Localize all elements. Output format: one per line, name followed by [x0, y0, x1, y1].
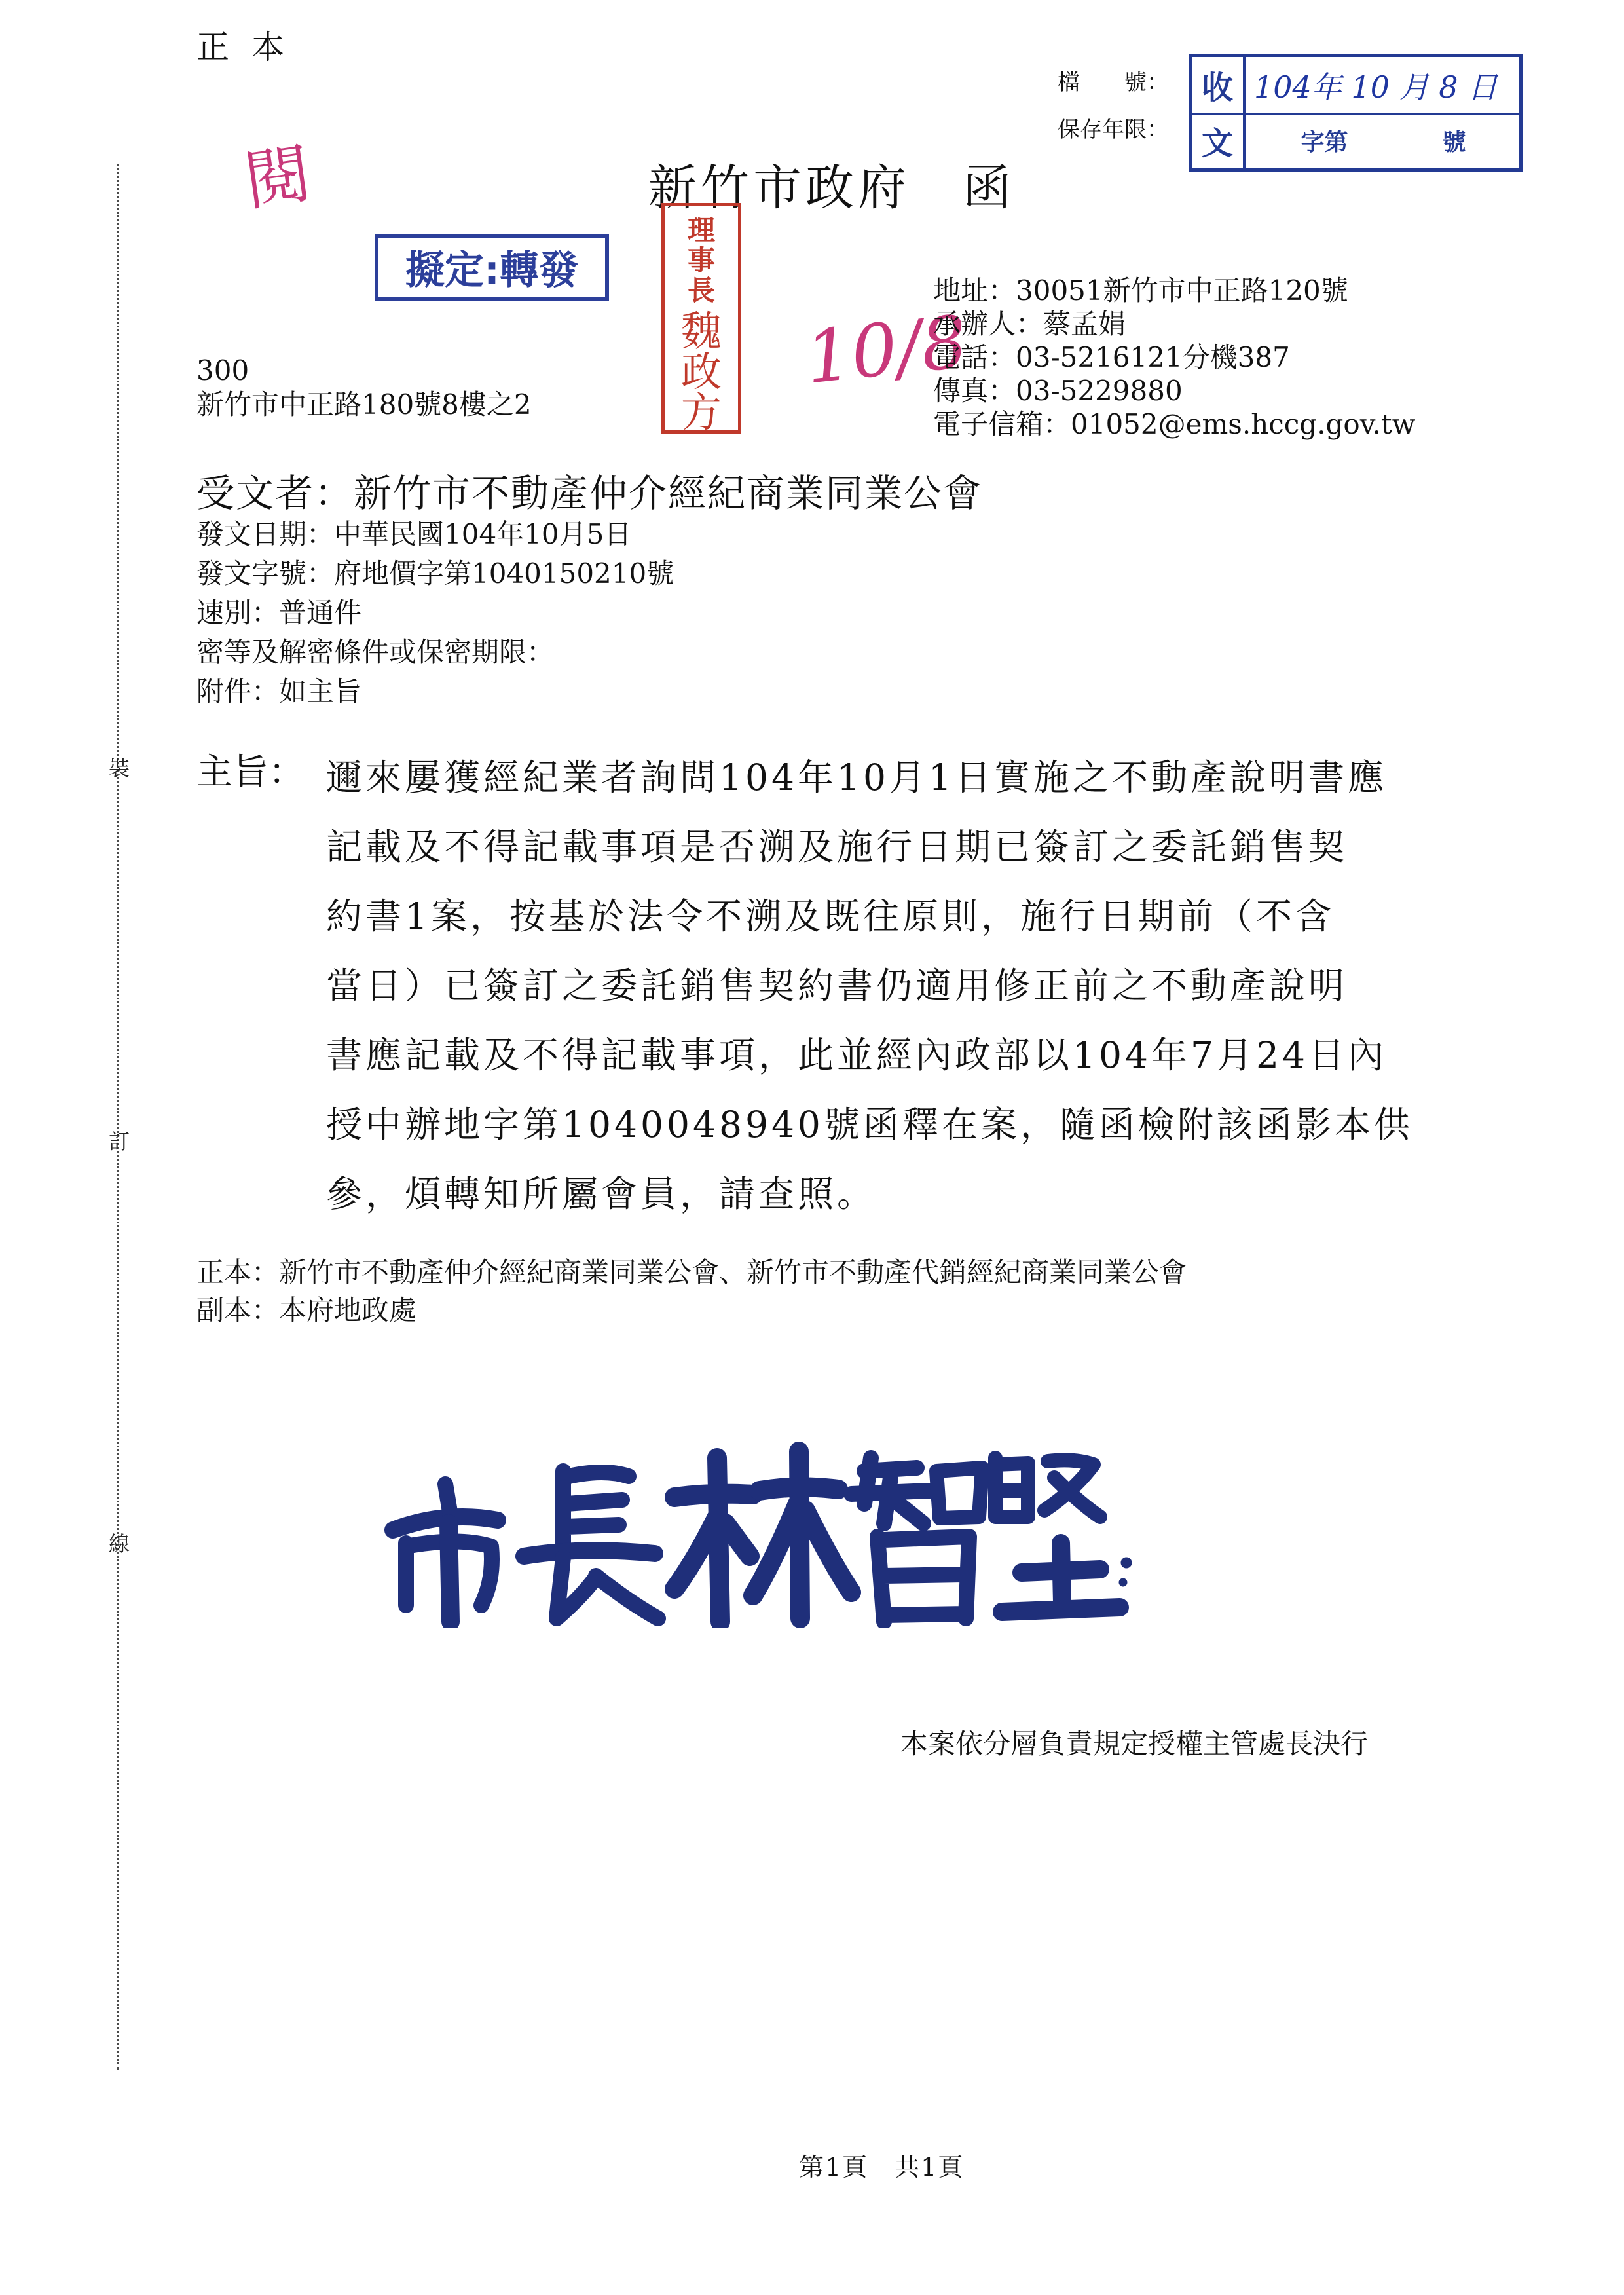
confidentiality: 密等及解密條件或保密期限： — [196, 636, 555, 668]
contact-address: 地址：30051新竹市中正路120號 — [933, 274, 1348, 307]
subject-line: 邇來屢獲經紀業者詢問104年10月1日實施之不動產說明書應 — [326, 756, 1387, 798]
recipient-address — [196, 354, 532, 422]
chairman-stamp — [661, 203, 741, 434]
contact-fax: 傳真：03-5229880 — [933, 375, 1183, 407]
postal-code: 300 — [196, 354, 249, 386]
speed-class: 速別：普通件 — [196, 597, 362, 629]
contact-phone: 電話：03-5216121分機387 — [933, 341, 1290, 373]
copy-to: 副本：本府地政處 — [196, 1294, 417, 1326]
subject-line: 參，煩轉知所屬會員，請查照。 — [326, 1173, 877, 1215]
subject-line: 授中辦地字第1040048940號函釋在案，隨函檢附該函影本供 — [326, 1104, 1413, 1146]
meta-block — [196, 515, 674, 711]
document-number: 發文字號：府地價字第1040150210號 — [196, 557, 674, 589]
attachment: 附件：如主旨 — [196, 675, 362, 707]
subject-line: 約書1案，按基於法令不溯及既往原則，施行日期前（不含 — [326, 895, 1335, 937]
issue-date: 發文日期：中華民國104年10月5日 — [196, 518, 632, 550]
archive-fields — [1038, 59, 1169, 153]
subject-line: 當日）已簽訂之委託銷售契約書仍適用修正前之不動產說明 — [326, 965, 1348, 1007]
file-number-label: 檔 號： — [1058, 69, 1169, 96]
chairman-title: 理 事 長 — [687, 214, 715, 307]
retention-label: 保存年限： — [1058, 117, 1169, 143]
subject-label: 主旨： — [196, 751, 305, 793]
receipt-date: 104年 10 月 8 日 — [1254, 69, 1498, 105]
receipt-char: 收 — [1192, 57, 1246, 113]
delegation-note: 本案依分層負責規定授權主管處長決行 — [900, 1728, 1369, 1760]
contact-handler: 承辦人：蔡孟娟 — [933, 308, 1126, 340]
chairman-name: 魏 政 方 — [680, 307, 722, 436]
binding-line — [117, 164, 119, 2070]
subject-line: 記載及不得記載事項是否溯及施行日期已簽訂之委託銷售契 — [326, 826, 1348, 868]
binding-mark-ding: 訂 — [109, 1129, 130, 1154]
handwritten-date: 10/8 — [801, 299, 972, 400]
street-address: 新竹市中正路180號8樓之2 — [196, 388, 532, 420]
document-char: 文 — [1192, 113, 1246, 168]
mayor-signature-seal — [367, 1432, 1133, 1628]
receipt-word-number: 字第 號 — [1301, 129, 1466, 156]
binding-mark-zhuang: 裝 — [109, 756, 130, 781]
subject-line: 書應記載及不得記載事項，此並經內政部以104年7月24日內 — [326, 1034, 1387, 1076]
original-to: 正本：新竹市不動產仲介經紀商業同業公會、新竹市不動產代銷經紀商業同業公會 — [196, 1256, 1187, 1288]
subject-body — [326, 743, 1466, 1229]
binding-mark-xian: 線 — [109, 1531, 130, 1556]
recipient-line: 受文者：新竹市不動產仲介經紀商業同業公會 — [196, 471, 983, 515]
document-title: 新竹市政府 函 — [648, 160, 1015, 216]
page-footer: 第1頁 共1頁 — [799, 2153, 965, 2182]
contact-email: 電子信箱：01052@ems.hccg.gov.tw — [933, 408, 1416, 440]
receipt-stamp — [1189, 54, 1522, 172]
copy-label: 正本 — [196, 28, 306, 66]
read-mark: 閱 — [240, 135, 316, 220]
contact-block — [933, 274, 1416, 441]
forward-stamp: 擬定:轉發 — [375, 234, 609, 301]
distribution-block — [196, 1254, 1187, 1330]
